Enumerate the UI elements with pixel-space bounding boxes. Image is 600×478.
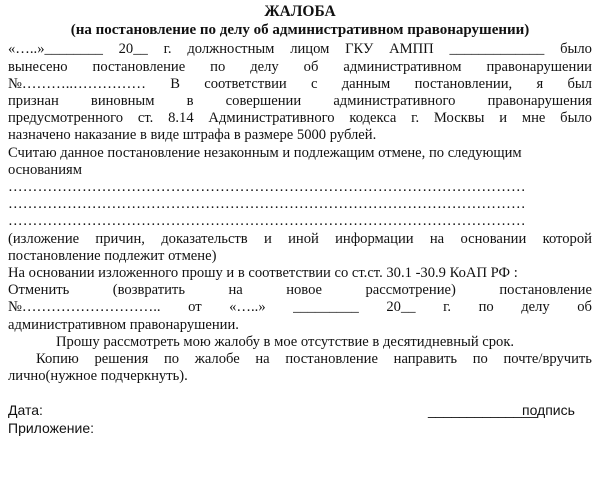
word: постановлении,: [414, 75, 513, 92]
word: 8.14: [168, 110, 194, 127]
word: направить: [393, 351, 458, 368]
word: правонарушении: [486, 58, 592, 75]
word: в: [186, 93, 194, 110]
line-1: [8, 41, 592, 58]
word: с: [310, 75, 318, 92]
word: и: [263, 230, 272, 247]
word: №………………………..: [8, 299, 161, 316]
signature-label: подпись: [522, 402, 575, 419]
word: от: [188, 299, 202, 316]
word: информации: [335, 230, 414, 247]
line-4: [8, 93, 592, 110]
complaint-document: [8, 3, 592, 478]
word: г.: [411, 110, 420, 127]
document-subtitle: (на постановление по делу об административном правонарушении): [70, 22, 530, 39]
word: Административного: [208, 110, 335, 127]
line-8: основаниям: [8, 161, 82, 178]
word: основании: [460, 230, 527, 247]
word: я: [536, 75, 544, 92]
word: на: [429, 230, 445, 247]
line-16: [8, 351, 592, 368]
word: предусмотренного: [8, 110, 124, 127]
word: по: [478, 299, 494, 316]
line-5: [8, 110, 592, 127]
word: постановление: [92, 58, 186, 75]
word: делу: [250, 58, 279, 75]
line-10: постановление подлежит отмене): [8, 247, 217, 264]
word: соответствии: [204, 75, 287, 92]
word: был: [567, 75, 592, 92]
word: вынесено: [8, 58, 68, 75]
word: В: [170, 75, 180, 92]
word: (изложение: [8, 230, 80, 247]
line-17: лично(нужное подчеркнуть).: [8, 368, 188, 385]
signature-row: [8, 402, 592, 419]
word: постановление: [285, 351, 378, 368]
word: признан: [8, 93, 59, 110]
word: совершении: [225, 93, 302, 110]
line-11: На основании изложенного прошу и в соответствии со ст.ст. 30.1 -30.9 КоАП РФ :: [8, 265, 518, 282]
word: ст.: [137, 110, 154, 127]
attachment-label: Приложение:: [8, 419, 95, 436]
word: которой: [542, 230, 592, 247]
word: ГКУ: [345, 41, 374, 58]
word: «…..»________: [8, 41, 103, 58]
line-14: административном правонарушении.: [8, 316, 239, 333]
word: доказательств: [161, 230, 248, 247]
word: новое: [286, 282, 323, 299]
word: жалобе: [194, 351, 240, 368]
word: «…..»: [229, 299, 266, 316]
word: рассмотрение): [365, 282, 456, 299]
word: административного: [333, 93, 456, 110]
line-12: [8, 282, 592, 299]
word: Отменить: [8, 282, 70, 299]
word: №………..……………: [8, 75, 146, 92]
word: причин,: [95, 230, 145, 247]
word: на: [228, 282, 243, 299]
word: (возвратить: [112, 282, 185, 299]
word: должностным: [187, 41, 275, 58]
word: г.: [443, 299, 452, 316]
word: виновным: [90, 93, 155, 110]
word: было: [560, 41, 592, 58]
line-3: [8, 76, 592, 93]
word: данным: [341, 75, 391, 92]
word: _________: [293, 299, 359, 316]
line-9: [8, 231, 592, 248]
signature-line: ______________: [428, 402, 538, 419]
word: по: [163, 351, 180, 368]
word: по: [472, 351, 488, 368]
word: иной: [288, 230, 319, 247]
word: на: [255, 351, 270, 368]
word: _____________: [449, 41, 545, 58]
word: об: [303, 58, 319, 75]
document-title: ЖАЛОБА: [264, 3, 336, 20]
word: 20__: [386, 299, 416, 316]
word: постановление: [499, 282, 592, 299]
line-2: [8, 59, 592, 76]
word: кодекса: [349, 110, 397, 127]
spacer: [8, 385, 592, 402]
word: мне: [521, 110, 546, 127]
word: административном: [343, 58, 462, 75]
word: и: [499, 110, 508, 127]
word: лицом: [290, 41, 330, 58]
line-15: Прошу рассмотреть мою жалобу в мое отсутствие в десятидневный срок.: [56, 333, 515, 350]
word: Москвы: [433, 110, 485, 127]
line-13: [8, 299, 592, 316]
word: 20__: [118, 41, 148, 58]
word: правонарушения: [487, 93, 592, 110]
dotted-line-1: ……………………………………………………………………………………………: [8, 179, 526, 196]
word: АМПП: [389, 41, 434, 58]
line-6: назначено наказание в виде штрафа в размере 5000 рублей.: [8, 127, 377, 144]
word: было: [560, 110, 592, 127]
dotted-line-3: ……………………………………………………………………………………………: [8, 213, 526, 230]
word: почте/вручить: [503, 351, 592, 368]
word: Копию: [36, 351, 79, 368]
word: по: [210, 58, 226, 75]
dotted-line-2: ……………………………………………………………………………………………: [8, 196, 526, 213]
line-7: Считаю данное постановление незаконным и подлежащим отмене, по следующим: [8, 144, 522, 161]
word: делу: [521, 299, 550, 316]
word: г.: [163, 41, 172, 58]
word: решения: [94, 351, 149, 368]
word: об: [577, 299, 592, 316]
date-label: Дата:: [8, 402, 43, 419]
